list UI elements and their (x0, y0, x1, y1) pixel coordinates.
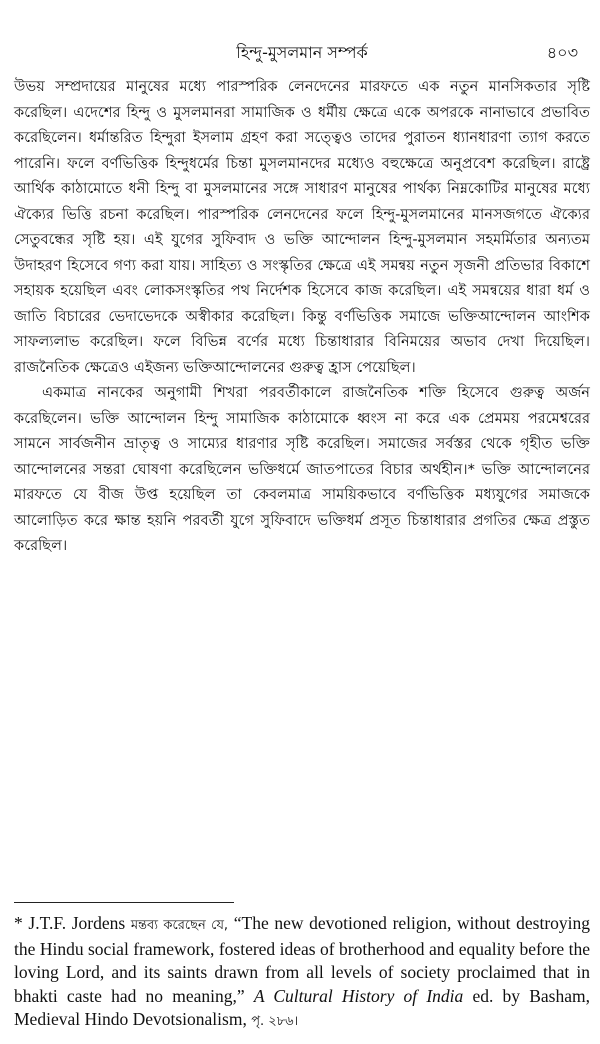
footnote-citation: ed. by Basham, Medieval Hindo Devotsionalism, (14, 985, 590, 1029)
body-text (14, 74, 590, 559)
page-number: ৪০৩ (546, 43, 578, 62)
footnote-page-ref: পৃ. ২৮৬। (251, 1014, 299, 1029)
footnote-quote: “The new devotioned religion, without destroying the Hindu social framework, fostered ideas of brotherhood and equality before the loving Lord, and its saints drawn from all levels of society proclaimed that in bhakti caste had no meaning,” (14, 913, 591, 1006)
footnote-marker: * (14, 913, 23, 933)
running-title: হিন্দু-মুসলমান সম্পর্ক (236, 43, 368, 62)
paragraph-1: উভয় সম্প্রদায়ের মানুষের মধ্যে পারস্পরিক লেনদেনের মারফতে এক নতুন মানসিকতার সৃষ্টি করেছিল। এদেশের হিন্দু ও মুসলমানরা সামাজিক ও ধর্মীয় ক্ষেত্রে একে অপরকে নানাভাবে প্রভাবিত করেছিলেন। ধর্মান্তরিত হিন্দুরা ইসলাম গ্রহণ করা সত্ত্বেও তাদের পুরাতন ধ্যানধারণা ত্যাগ করতে পারেনি। ফলে বর্ণভিত্তিক হিন্দুধর্মের চিন্তা মুসলমানদের মধ্যেও বহুক্ষেত্রে অনুপ্রবেশ করেছিল। রাষ্ট্রে আর্থিক কাঠামোতে ধনী হিন্দু বা মুসলমানের সঙ্গে সাধারণ মানুষের পার্থক্য নিম্নকোটির মানুষের মধ্যে ঐক্যের ভিত্তি রচনা করেছিল। পারস্পরিক লেনদেনের ফলে হিন্দু-মুসলমানের মানসজগতে ঐক্যের সেতুবন্ধের সৃষ্টি হয়। এই যুগের সুফিবাদ ও ভক্তি আন্দোলন হিন্দু-মুসলমান সহমর্মিতার অন্যতম উদাহরণ হিসেবে গণ্য করা যায়। সাহিত্য ও সংস্কৃতির ক্ষেত্রে এই সমন্বয় নতুন সৃজনী প্রতিভার বিকাশে সহায়ক হয়েছিল এবং লোকসংস্কৃতির পথ নির্দেশক হিসেবে কাজ করেছিল। এই সমন্বয়ের ধারা ধর্ম ও জাতি বিচারের ভেদাভেদকে অস্বীকার করেছিল। কিন্তু বর্ণভিত্তিক সমাজে ভক্তিআন্দোলন আংশিক সাফল্যলাভ করেছিল। ফলে বিভিন্ন বর্ণের মধ্যে চিন্তাধারার বিনিময়ের অভাব দেখা দিয়েছিল। রাজনৈতিক ক্ষেত্রেও এইজন্য ভক্তিআন্দোলনের গুরুত্ব হ্রাস পেয়েছিল। (14, 78, 590, 376)
footnote-author: J.T.F. Jordens (28, 913, 126, 933)
page-header (14, 42, 590, 66)
paragraph-2: একমাত্র নানকের অনুগামী শিখরা পরবর্তীকালে রাজনৈতিক শক্তি হিসেবে গুরুত্ব অর্জন করেছিলেন। ভক্তি আন্দোলন হিন্দু সামাজিক কাঠামোকে ধ্বংস না করে এক প্রেমময় পরমেশ্বরের সামনে সার্বজনীন ভ্রাতৃত্ব ও সাম্যের ধারণার সৃষ্টি করেছিল। সমাজের সর্বস্তর থেকে গৃহীত ভক্তি আন্দোলনের সন্তরা ঘোষণা করেছিলেন ভক্তিধর্মে জাতপাতের বিচার অর্থহীন।* ভক্তি আন্দোলনের মারফতে যে বীজ উপ্ত হয়েছিল তা কেবলমাত্র সাময়িকভাবে বর্ণভিত্তিক মধ্যযুগের সমাজকে আলোড়িত করে ক্ষান্ত হয়নি পরবর্তী যুগে সুফিবাদে ভক্তিধর্ম প্রসূত চিন্তাধারার প্রগতির ক্ষেত্র প্রস্তুত করেছিল। (14, 384, 590, 554)
footnote-book-title: A Cultural History of India (253, 985, 464, 1006)
footnote (14, 912, 590, 1034)
footnote-divider (14, 902, 234, 903)
footnote-bengali-intro: মন্তব্য করেছেন যে, (130, 918, 229, 933)
